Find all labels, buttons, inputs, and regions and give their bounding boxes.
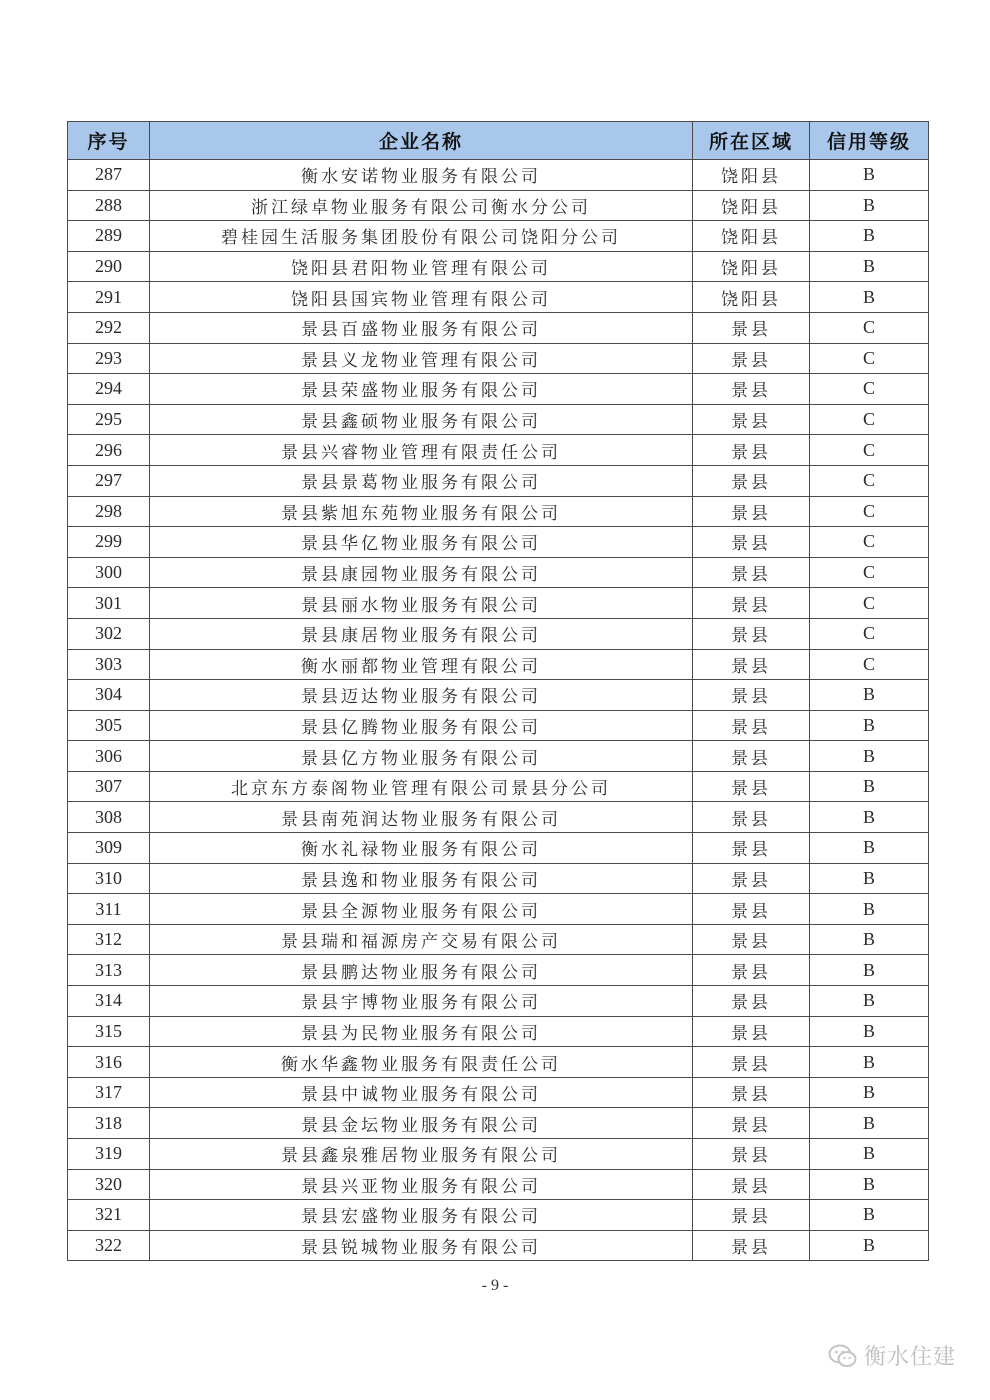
table-row bbox=[68, 282, 929, 313]
cell-company-name: 衡水华鑫物业服务有限责任公司 bbox=[150, 1047, 693, 1078]
cell-region: 景县 bbox=[693, 1016, 810, 1047]
table-row bbox=[68, 1200, 929, 1231]
table-row bbox=[68, 160, 929, 191]
cell-serial-number: 317 bbox=[68, 1077, 150, 1108]
cell-credit-grade: B bbox=[810, 1139, 929, 1170]
cell-region: 景县 bbox=[693, 894, 810, 925]
table-header-row bbox=[68, 122, 929, 160]
table-row bbox=[68, 251, 929, 282]
cell-credit-grade: B bbox=[810, 160, 929, 191]
table-row bbox=[68, 527, 929, 558]
cell-company-name: 景县康居物业服务有限公司 bbox=[150, 618, 693, 649]
cell-credit-grade: B bbox=[810, 1108, 929, 1139]
cell-credit-grade: B bbox=[810, 251, 929, 282]
cell-credit-grade: C bbox=[810, 374, 929, 405]
cell-credit-grade: C bbox=[810, 618, 929, 649]
cell-serial-number: 320 bbox=[68, 1169, 150, 1200]
cell-credit-grade: B bbox=[810, 802, 929, 833]
cell-credit-grade: B bbox=[810, 190, 929, 221]
cell-company-name: 景县亿方物业服务有限公司 bbox=[150, 741, 693, 772]
cell-region: 景县 bbox=[693, 1230, 810, 1261]
cell-credit-grade: C bbox=[810, 404, 929, 435]
cell-credit-grade: B bbox=[810, 833, 929, 864]
header-credit-grade: 信用等级 bbox=[810, 122, 929, 160]
cell-serial-number: 311 bbox=[68, 894, 150, 925]
cell-serial-number: 291 bbox=[68, 282, 150, 313]
cell-region: 景县 bbox=[693, 465, 810, 496]
cell-serial-number: 298 bbox=[68, 496, 150, 527]
cell-company-name: 饶阳县国宾物业管理有限公司 bbox=[150, 282, 693, 313]
cell-serial-number: 316 bbox=[68, 1047, 150, 1078]
table-row bbox=[68, 1230, 929, 1261]
cell-region: 景县 bbox=[693, 404, 810, 435]
cell-serial-number: 296 bbox=[68, 435, 150, 466]
cell-company-name: 景县瑞和福源房产交易有限公司 bbox=[150, 924, 693, 955]
cell-company-name: 景县荣盛物业服务有限公司 bbox=[150, 374, 693, 405]
cell-credit-grade: B bbox=[810, 894, 929, 925]
cell-serial-number: 300 bbox=[68, 557, 150, 588]
cell-region: 景县 bbox=[693, 802, 810, 833]
cell-company-name: 景县鑫硕物业服务有限公司 bbox=[150, 404, 693, 435]
cell-serial-number: 313 bbox=[68, 955, 150, 986]
table-row bbox=[68, 588, 929, 619]
cell-region: 景县 bbox=[693, 833, 810, 864]
watermark-text: 衡水住建 bbox=[863, 1345, 956, 1370]
table-row bbox=[68, 710, 929, 741]
cell-company-name: 景县宇博物业服务有限公司 bbox=[150, 986, 693, 1017]
cell-region: 景县 bbox=[693, 741, 810, 772]
table-row bbox=[68, 404, 929, 435]
cell-company-name: 碧桂园生活服务集团股份有限公司饶阳分公司 bbox=[150, 221, 693, 252]
header-region: 所在区域 bbox=[693, 122, 810, 160]
cell-serial-number: 306 bbox=[68, 741, 150, 772]
cell-company-name: 景县华亿物业服务有限公司 bbox=[150, 527, 693, 558]
cell-region: 饶阳县 bbox=[693, 251, 810, 282]
cell-credit-grade: C bbox=[810, 649, 929, 680]
cell-serial-number: 295 bbox=[68, 404, 150, 435]
cell-serial-number: 302 bbox=[68, 618, 150, 649]
cell-credit-grade: B bbox=[810, 1077, 929, 1108]
cell-company-name: 景县鹏达物业服务有限公司 bbox=[150, 955, 693, 986]
cell-credit-grade: B bbox=[810, 1169, 929, 1200]
cell-region: 饶阳县 bbox=[693, 160, 810, 191]
cell-region: 景县 bbox=[693, 435, 810, 466]
header-company-name: 企业名称 bbox=[150, 122, 693, 160]
cell-serial-number: 309 bbox=[68, 833, 150, 864]
cell-serial-number: 293 bbox=[68, 343, 150, 374]
table-row bbox=[68, 894, 929, 925]
cell-serial-number: 304 bbox=[68, 680, 150, 711]
table-row bbox=[68, 741, 929, 772]
cell-company-name: 景县义龙物业管理有限公司 bbox=[150, 343, 693, 374]
cell-credit-grade: C bbox=[810, 435, 929, 466]
table-row bbox=[68, 221, 929, 252]
cell-region: 景县 bbox=[693, 588, 810, 619]
cell-region: 景县 bbox=[693, 1169, 810, 1200]
cell-company-name: 北京东方泰阁物业管理有限公司景县分公司 bbox=[150, 771, 693, 802]
cell-serial-number: 305 bbox=[68, 710, 150, 741]
cell-region: 景县 bbox=[693, 1077, 810, 1108]
cell-region: 景县 bbox=[693, 863, 810, 894]
cell-credit-grade: B bbox=[810, 1047, 929, 1078]
cell-serial-number: 290 bbox=[68, 251, 150, 282]
cell-serial-number: 319 bbox=[68, 1139, 150, 1170]
cell-region: 景县 bbox=[693, 986, 810, 1017]
cell-company-name: 景县中诚物业服务有限公司 bbox=[150, 1077, 693, 1108]
cell-company-name: 衡水丽都物业管理有限公司 bbox=[150, 649, 693, 680]
cell-credit-grade: B bbox=[810, 986, 929, 1017]
cell-credit-grade: C bbox=[810, 496, 929, 527]
cell-credit-grade: B bbox=[810, 863, 929, 894]
cell-company-name: 景县亿腾物业服务有限公司 bbox=[150, 710, 693, 741]
cell-credit-grade: B bbox=[810, 771, 929, 802]
page-number: - 9 - bbox=[481, 1277, 509, 1294]
cell-company-name: 景县宏盛物业服务有限公司 bbox=[150, 1200, 693, 1231]
table-row bbox=[68, 863, 929, 894]
cell-credit-grade: C bbox=[810, 527, 929, 558]
cell-serial-number: 301 bbox=[68, 588, 150, 619]
cell-serial-number: 322 bbox=[68, 1230, 150, 1261]
cell-company-name: 衡水礼禄物业服务有限公司 bbox=[150, 833, 693, 864]
cell-credit-grade: B bbox=[810, 741, 929, 772]
wechat-icon bbox=[828, 1343, 858, 1369]
cell-company-name: 景县金坛物业服务有限公司 bbox=[150, 1108, 693, 1139]
table-row bbox=[68, 1047, 929, 1078]
cell-serial-number: 310 bbox=[68, 863, 150, 894]
cell-region: 景县 bbox=[693, 680, 810, 711]
table-row bbox=[68, 465, 929, 496]
table-row bbox=[68, 312, 929, 343]
table-row bbox=[68, 190, 929, 221]
cell-serial-number: 314 bbox=[68, 986, 150, 1017]
cell-region: 饶阳县 bbox=[693, 190, 810, 221]
watermark bbox=[828, 1340, 956, 1371]
cell-serial-number: 307 bbox=[68, 771, 150, 802]
cell-region: 景县 bbox=[693, 527, 810, 558]
header-serial-number: 序号 bbox=[68, 122, 150, 160]
cell-region: 景县 bbox=[693, 557, 810, 588]
cell-region: 景县 bbox=[693, 312, 810, 343]
table-row bbox=[68, 649, 929, 680]
cell-serial-number: 292 bbox=[68, 312, 150, 343]
cell-serial-number: 287 bbox=[68, 160, 150, 191]
cell-serial-number: 318 bbox=[68, 1108, 150, 1139]
cell-region: 景县 bbox=[693, 710, 810, 741]
cell-company-name: 景县百盛物业服务有限公司 bbox=[150, 312, 693, 343]
table-row bbox=[68, 1016, 929, 1047]
table-header bbox=[68, 122, 929, 160]
table-row bbox=[68, 1108, 929, 1139]
cell-company-name: 饶阳县君阳物业管理有限公司 bbox=[150, 251, 693, 282]
cell-credit-grade: C bbox=[810, 465, 929, 496]
cell-credit-grade: C bbox=[810, 312, 929, 343]
cell-serial-number: 299 bbox=[68, 527, 150, 558]
cell-company-name: 浙江绿卓物业服务有限公司衡水分公司 bbox=[150, 190, 693, 221]
cell-serial-number: 289 bbox=[68, 221, 150, 252]
cell-credit-grade: B bbox=[810, 680, 929, 711]
cell-serial-number: 297 bbox=[68, 465, 150, 496]
cell-region: 景县 bbox=[693, 1200, 810, 1231]
cell-region: 景县 bbox=[693, 343, 810, 374]
cell-region: 景县 bbox=[693, 771, 810, 802]
cell-company-name: 景县康园物业服务有限公司 bbox=[150, 557, 693, 588]
cell-region: 景县 bbox=[693, 1108, 810, 1139]
cell-serial-number: 308 bbox=[68, 802, 150, 833]
table-row bbox=[68, 833, 929, 864]
cell-region: 饶阳县 bbox=[693, 282, 810, 313]
cell-company-name: 景县全源物业服务有限公司 bbox=[150, 894, 693, 925]
cell-company-name: 景县迈达物业服务有限公司 bbox=[150, 680, 693, 711]
cell-credit-grade: B bbox=[810, 1016, 929, 1047]
table-row bbox=[68, 496, 929, 527]
cell-region: 景县 bbox=[693, 924, 810, 955]
cell-credit-grade: B bbox=[810, 1200, 929, 1231]
cell-serial-number: 303 bbox=[68, 649, 150, 680]
table-row bbox=[68, 924, 929, 955]
table-row bbox=[68, 802, 929, 833]
cell-region: 饶阳县 bbox=[693, 221, 810, 252]
table-row bbox=[68, 343, 929, 374]
table-row bbox=[68, 374, 929, 405]
credit-rating-table bbox=[67, 121, 929, 1261]
cell-region: 景县 bbox=[693, 1047, 810, 1078]
table-row bbox=[68, 986, 929, 1017]
cell-region: 景县 bbox=[693, 496, 810, 527]
cell-credit-grade: B bbox=[810, 955, 929, 986]
cell-company-name: 景县兴睿物业管理有限责任公司 bbox=[150, 435, 693, 466]
table-row bbox=[68, 1139, 929, 1170]
cell-region: 景县 bbox=[693, 649, 810, 680]
cell-credit-grade: C bbox=[810, 588, 929, 619]
cell-credit-grade: B bbox=[810, 221, 929, 252]
cell-region: 景县 bbox=[693, 1139, 810, 1170]
cell-serial-number: 312 bbox=[68, 924, 150, 955]
cell-serial-number: 321 bbox=[68, 1200, 150, 1231]
table-row bbox=[68, 955, 929, 986]
cell-company-name: 衡水安诺物业服务有限公司 bbox=[150, 160, 693, 191]
cell-serial-number: 288 bbox=[68, 190, 150, 221]
cell-company-name: 景县景葛物业服务有限公司 bbox=[150, 465, 693, 496]
cell-serial-number: 294 bbox=[68, 374, 150, 405]
cell-company-name: 景县逸和物业服务有限公司 bbox=[150, 863, 693, 894]
cell-credit-grade: B bbox=[810, 282, 929, 313]
table-row bbox=[68, 1077, 929, 1108]
table-row bbox=[68, 1169, 929, 1200]
table-row bbox=[68, 618, 929, 649]
cell-company-name: 景县兴亚物业服务有限公司 bbox=[150, 1169, 693, 1200]
table-row bbox=[68, 435, 929, 466]
cell-company-name: 景县鑫泉雅居物业服务有限公司 bbox=[150, 1139, 693, 1170]
cell-serial-number: 315 bbox=[68, 1016, 150, 1047]
table-body bbox=[68, 160, 929, 1261]
cell-company-name: 景县紫旭东苑物业服务有限公司 bbox=[150, 496, 693, 527]
table-row bbox=[68, 771, 929, 802]
cell-region: 景县 bbox=[693, 374, 810, 405]
cell-credit-grade: B bbox=[810, 1230, 929, 1261]
cell-company-name: 景县为民物业服务有限公司 bbox=[150, 1016, 693, 1047]
cell-credit-grade: C bbox=[810, 557, 929, 588]
cell-credit-grade: B bbox=[810, 710, 929, 741]
cell-company-name: 景县锐城物业服务有限公司 bbox=[150, 1230, 693, 1261]
cell-region: 景县 bbox=[693, 955, 810, 986]
cell-region: 景县 bbox=[693, 618, 810, 649]
table-row bbox=[68, 680, 929, 711]
cell-credit-grade: B bbox=[810, 924, 929, 955]
table-row bbox=[68, 557, 929, 588]
cell-company-name: 景县南苑润达物业服务有限公司 bbox=[150, 802, 693, 833]
cell-company-name: 景县丽水物业服务有限公司 bbox=[150, 588, 693, 619]
cell-credit-grade: C bbox=[810, 343, 929, 374]
